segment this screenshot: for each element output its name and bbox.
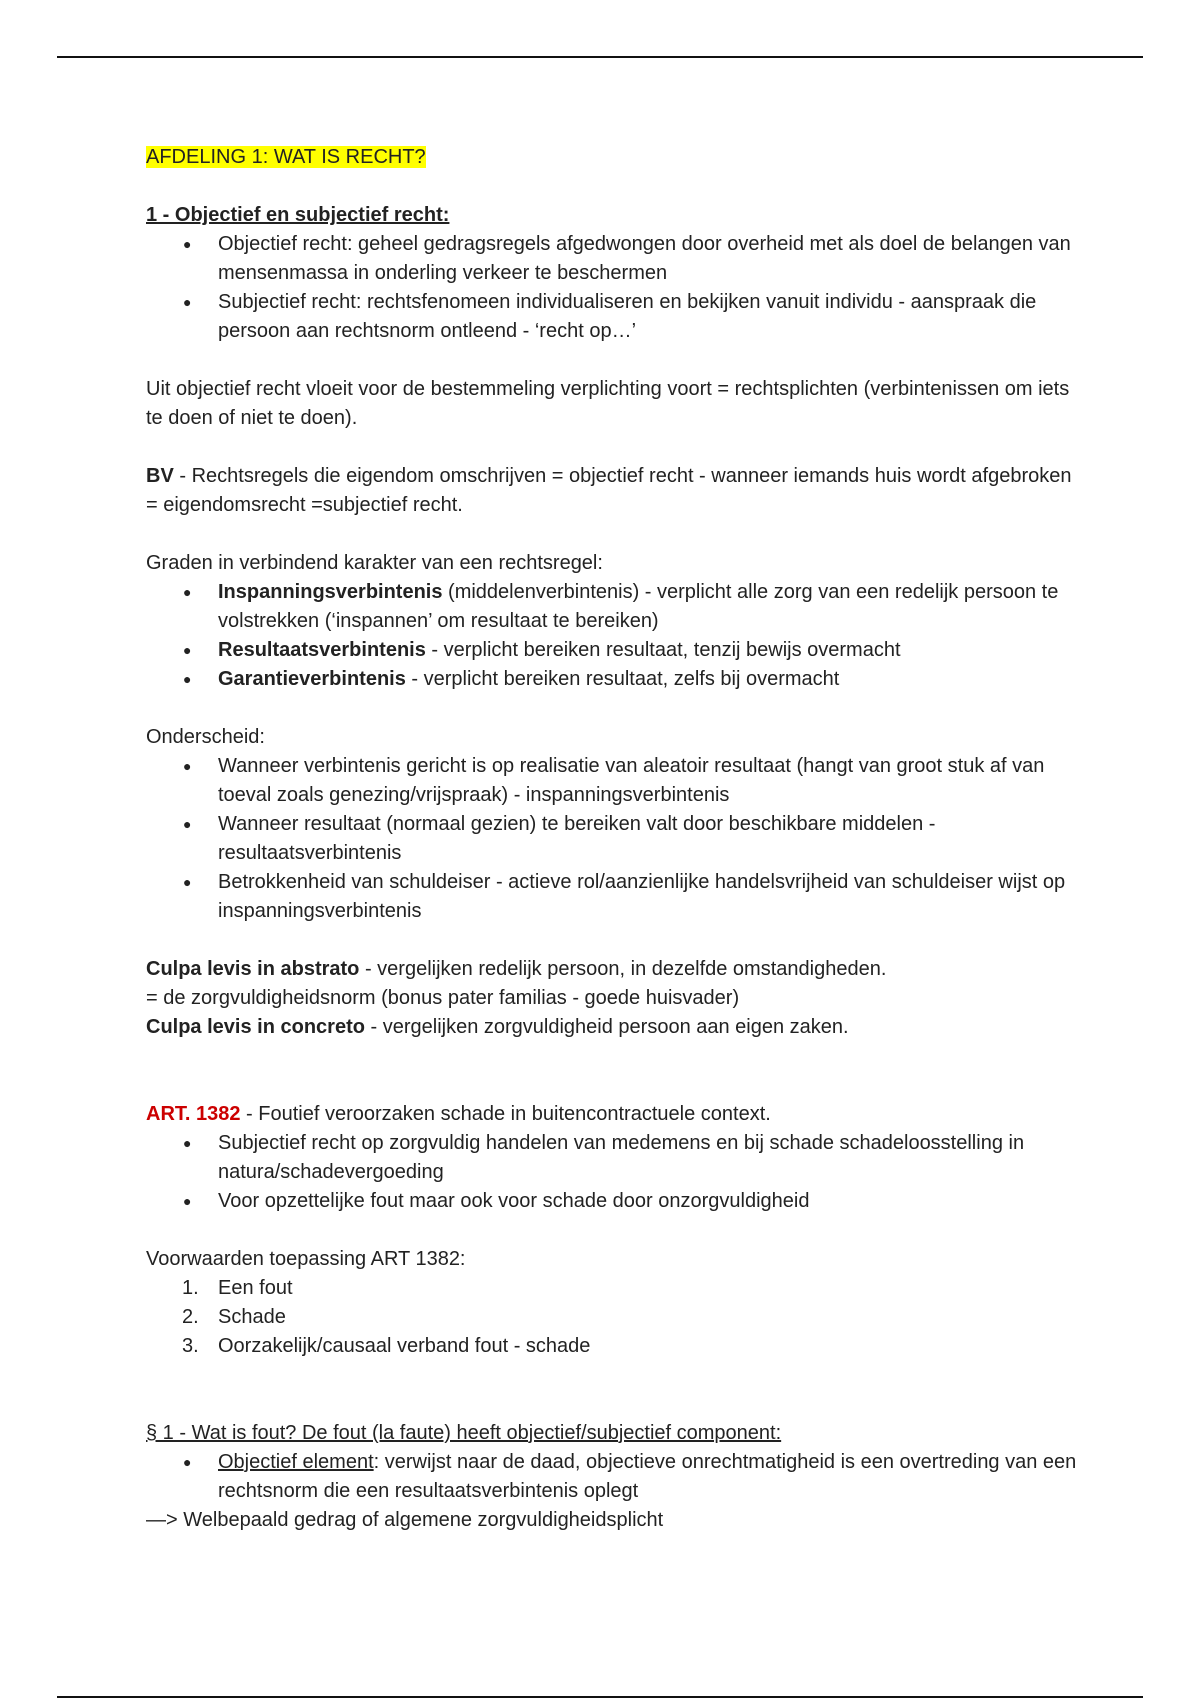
- list-item: ● Subjectief recht op zorgvuldig handelen van medemens en bij schade schadeloosstelling in natura/schadevergoeding: [146, 1129, 1086, 1187]
- list-item: 2. Schade: [182, 1306, 286, 1328]
- list-item: ● Wanneer resultaat (normaal gezien) te bereiken valt door beschikbare middelen - resultaatsverbintenis: [146, 810, 1086, 868]
- bullet-icon: ●: [183, 236, 192, 252]
- bullet-icon: ●: [183, 294, 192, 310]
- bullet-icon: ●: [183, 816, 192, 832]
- section-title: 1 - Objectief en subjectief recht:: [146, 204, 450, 226]
- fault-bullet-list: [146, 1448, 1086, 1506]
- culpa-concreto: Culpa levis in concreto - vergelijken zorgvuldigheid persoon aan eigen zaken.: [146, 1016, 849, 1038]
- distinction-intro: Onderscheid:: [146, 726, 265, 748]
- list-item: ● Resultaatsverbintenis - verplicht bereiken resultaat, tenzij bewijs overmacht: [146, 636, 1086, 665]
- bullet-icon: ●: [183, 1135, 192, 1151]
- bullet-icon: ●: [183, 874, 192, 890]
- list-item: ● Subjectief recht: rechtsfenomeen individualiseren en bekijken vanuit individu - aanspraak die persoon aan rechtsnorm ontleend - ‘recht op…’: [146, 288, 1086, 346]
- fault-section-title: § 1 - Wat is fout? De fout (la faute) heeft objectief/subjectief component:: [146, 1422, 782, 1444]
- list-item: ● Voor opzettelijke fout maar ook voor schade door onzorgvuldigheid: [146, 1187, 1086, 1216]
- culpa-norm: = de zorgvuldigheidsnorm (bonus pater familias - goede huisvader): [146, 987, 740, 1009]
- bullet-icon: ●: [183, 671, 192, 687]
- list-item: ● Garantieverbintenis - verplicht bereiken resultaat, zelfs bij overmacht: [146, 665, 1086, 694]
- grades-list: [146, 578, 1086, 694]
- list-item: 1. Een fout: [182, 1277, 293, 1299]
- bullet-icon: ●: [183, 584, 192, 600]
- bottom-divider: [57, 1696, 1143, 1698]
- document-body: [146, 143, 1086, 1535]
- bullet-icon: ●: [183, 758, 192, 774]
- example-paragraph: BV - Rechtsregels die eigendom omschrijven = objectief recht - wanneer iemands huis wordt afgebroken = eigendomsrecht =subjectief recht.: [146, 465, 1072, 516]
- bullet-icon: ●: [183, 1193, 192, 1209]
- article-heading: ART. 1382 - Foutief veroorzaken schade in buitencontractuele context.: [146, 1103, 771, 1125]
- conditions-intro: Voorwaarden toepassing ART 1382:: [146, 1248, 466, 1270]
- list-item: ● Wanneer verbintenis gericht is op realisatie van aleatoir resultaat (hangt van groot stuk af van toeval zoals genezing/vrijspraak) - inspanningsverbintenis: [146, 752, 1086, 810]
- top-divider: [57, 56, 1143, 58]
- page-heading: AFDELING 1: WAT IS RECHT?: [146, 146, 426, 168]
- article-bullet-list: [146, 1129, 1086, 1216]
- list-item: ● Betrokkenheid van schuldeiser - actieve rol/aanzienlijke handelsvrijheid van schuldeiser wijst op inspanningsverbintenis: [146, 868, 1086, 926]
- arrow-line: —> Welbepaald gedrag of algemene zorgvuldigheidsplicht: [146, 1509, 664, 1531]
- paragraph: Uit objectief recht vloeit voor de bestemmeling verplichting voort = rechtsplichten (verbintenissen om iets te doen of niet te doen).: [146, 378, 1070, 429]
- list-item: 3. Oorzakelijk/causaal verband fout - schade: [182, 1335, 591, 1357]
- bullet-icon: ●: [183, 1454, 192, 1470]
- list-item: ● Objectief recht: geheel gedragsregels afgedwongen door overheid met als doel de belangen van mensenmassa in onderling verkeer te beschermen: [146, 230, 1086, 288]
- conditions-list: [146, 1274, 1086, 1361]
- bullet-list: [146, 230, 1086, 346]
- distinction-list: [146, 752, 1086, 926]
- list-item: ● Inspanningsverbintenis (middelenverbintenis) - verplicht alle zorg van een redelijk persoon te volstrekken (‘inspannen’ om resultaat te bereiken): [146, 578, 1086, 636]
- bullet-icon: ●: [183, 642, 192, 658]
- culpa-abstracto: Culpa levis in abstrato - vergelijken redelijk persoon, in dezelfde omstandigheden.: [146, 958, 887, 980]
- list-item: ● Objectief element: verwijst naar de daad, objectieve onrechtmatigheid is een overtreding van een rechtsnorm die een resultaatsverbintenis oplegt: [146, 1448, 1086, 1506]
- grades-intro: Graden in verbindend karakter van een rechtsregel:: [146, 552, 603, 574]
